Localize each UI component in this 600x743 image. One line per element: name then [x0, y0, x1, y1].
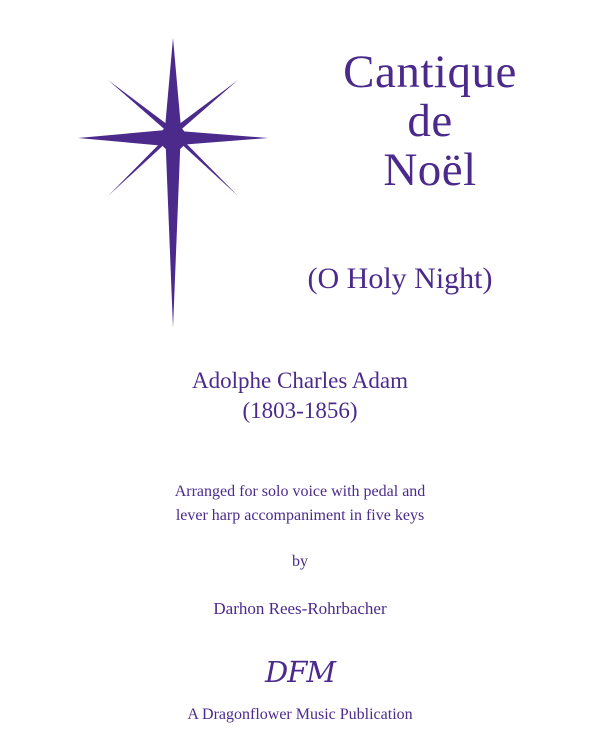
arrangement-line-2: lever harp accompaniment in five keys: [175, 507, 425, 524]
page-title: [280, 48, 580, 195]
arranger-name: Darhon Rees-Rohrbacher: [213, 599, 387, 618]
publisher-logo: DFM: [264, 655, 336, 689]
composer-name: Adolphe Charles Adam: [192, 368, 408, 393]
page-subtitle: (O Holy Night): [307, 262, 493, 295]
title-line-2: de: [407, 94, 453, 147]
title-line-3: Noël: [383, 143, 477, 196]
title-line-1: Cantique: [343, 46, 517, 98]
composer-dates: (1803-1856): [242, 398, 358, 424]
by-label: by: [292, 553, 308, 570]
publisher-line: A Dragonflower Music Publication: [187, 706, 413, 723]
arrangement-credit: [0, 480, 600, 622]
eight-point-star-icon: [78, 38, 268, 328]
arrangement-line-1: Arranged for solo voice with pedal and: [174, 483, 426, 500]
composer-block: [0, 366, 600, 427]
